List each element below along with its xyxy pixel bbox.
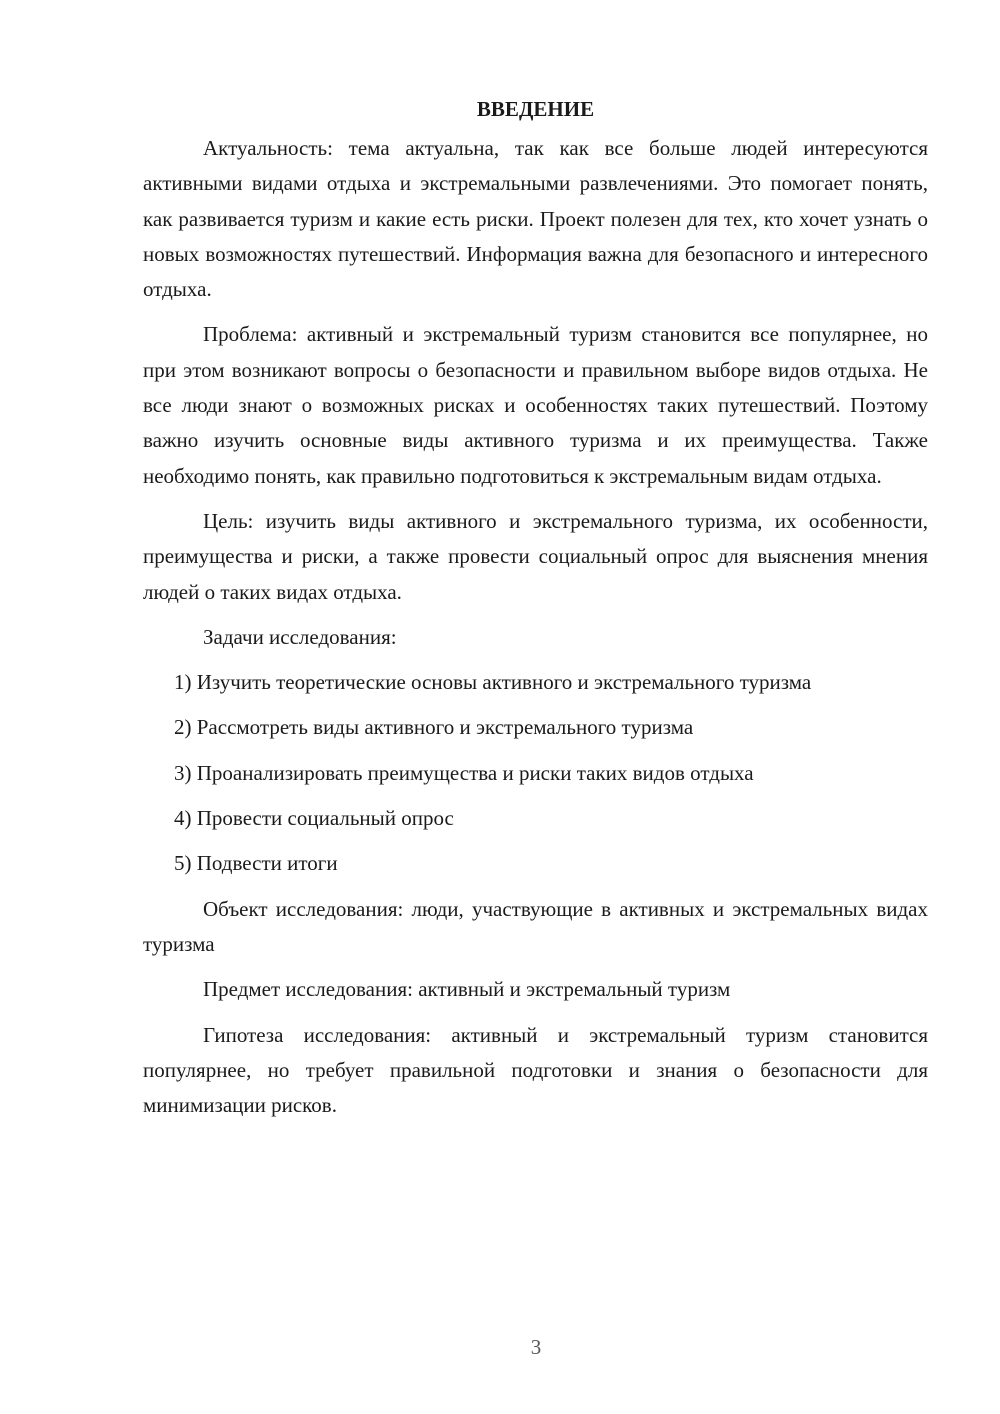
page-content — [143, 92, 928, 1133]
problem-paragraph: Проблема: активный и экстремальный туризм становится все популярнее, но при этом возникают вопросы о безопасности и правильном выборе видов отдыха. Не все люди знают о возможных рисках и особенностях таких путешествий. Поэтому важно изучить основные виды активного туризма и их преимущества. Также необходимо понять, как правильно подготовиться к экстремальным видам отдыха. — [143, 322, 928, 488]
goal-paragraph: Цель: изучить виды активного и экстремального туризма, их особенности, преимущества и риски, а также провести социальный опрос для выяснения мнения людей о таких видах отдыха. — [143, 508, 928, 604]
tasks-list — [143, 665, 928, 881]
task-item-4: 4) Провести социальный опрос — [174, 806, 454, 831]
task-item-2: 2) Рассмотреть виды активного и экстремального туризма — [174, 715, 694, 740]
tasks-heading: Задачи исследования: — [203, 624, 397, 649]
subject-paragraph: Предмет исследования: активный и экстремальный туризм — [203, 977, 731, 1002]
object-paragraph: Объект исследования: люди, участвующие в активных и экстремальных видах туризма — [143, 896, 928, 956]
page-number: 3 — [530, 1335, 542, 1359]
section-title: ВВЕДЕНИЕ — [476, 97, 595, 121]
relevance-paragraph: Актуальность: тема актуальна, так как все больше людей интересуются активными видами отдыха и экстремальными развлечениями. Это помогает понять, как развивается туризм и какие есть риски. Проект полезен для тех, кто хочет узнать о новых возможностях путешествий. Информация важна для безопасного и интересного отдыха. — [143, 136, 928, 302]
task-item-1: 1) Изучить теоретические основы активного и экстремального туризма — [174, 670, 812, 695]
task-item-5: 5) Подвести итоги — [174, 851, 338, 876]
task-item-3: 3) Проанализировать преимущества и риски таких видов отдыха — [174, 760, 754, 785]
hypothesis-paragraph: Гипотеза исследования: активный и экстремальный туризм становится популярнее, но требует правильной подготовки и знания о безопасности для минимизации рисков. — [143, 1022, 928, 1118]
